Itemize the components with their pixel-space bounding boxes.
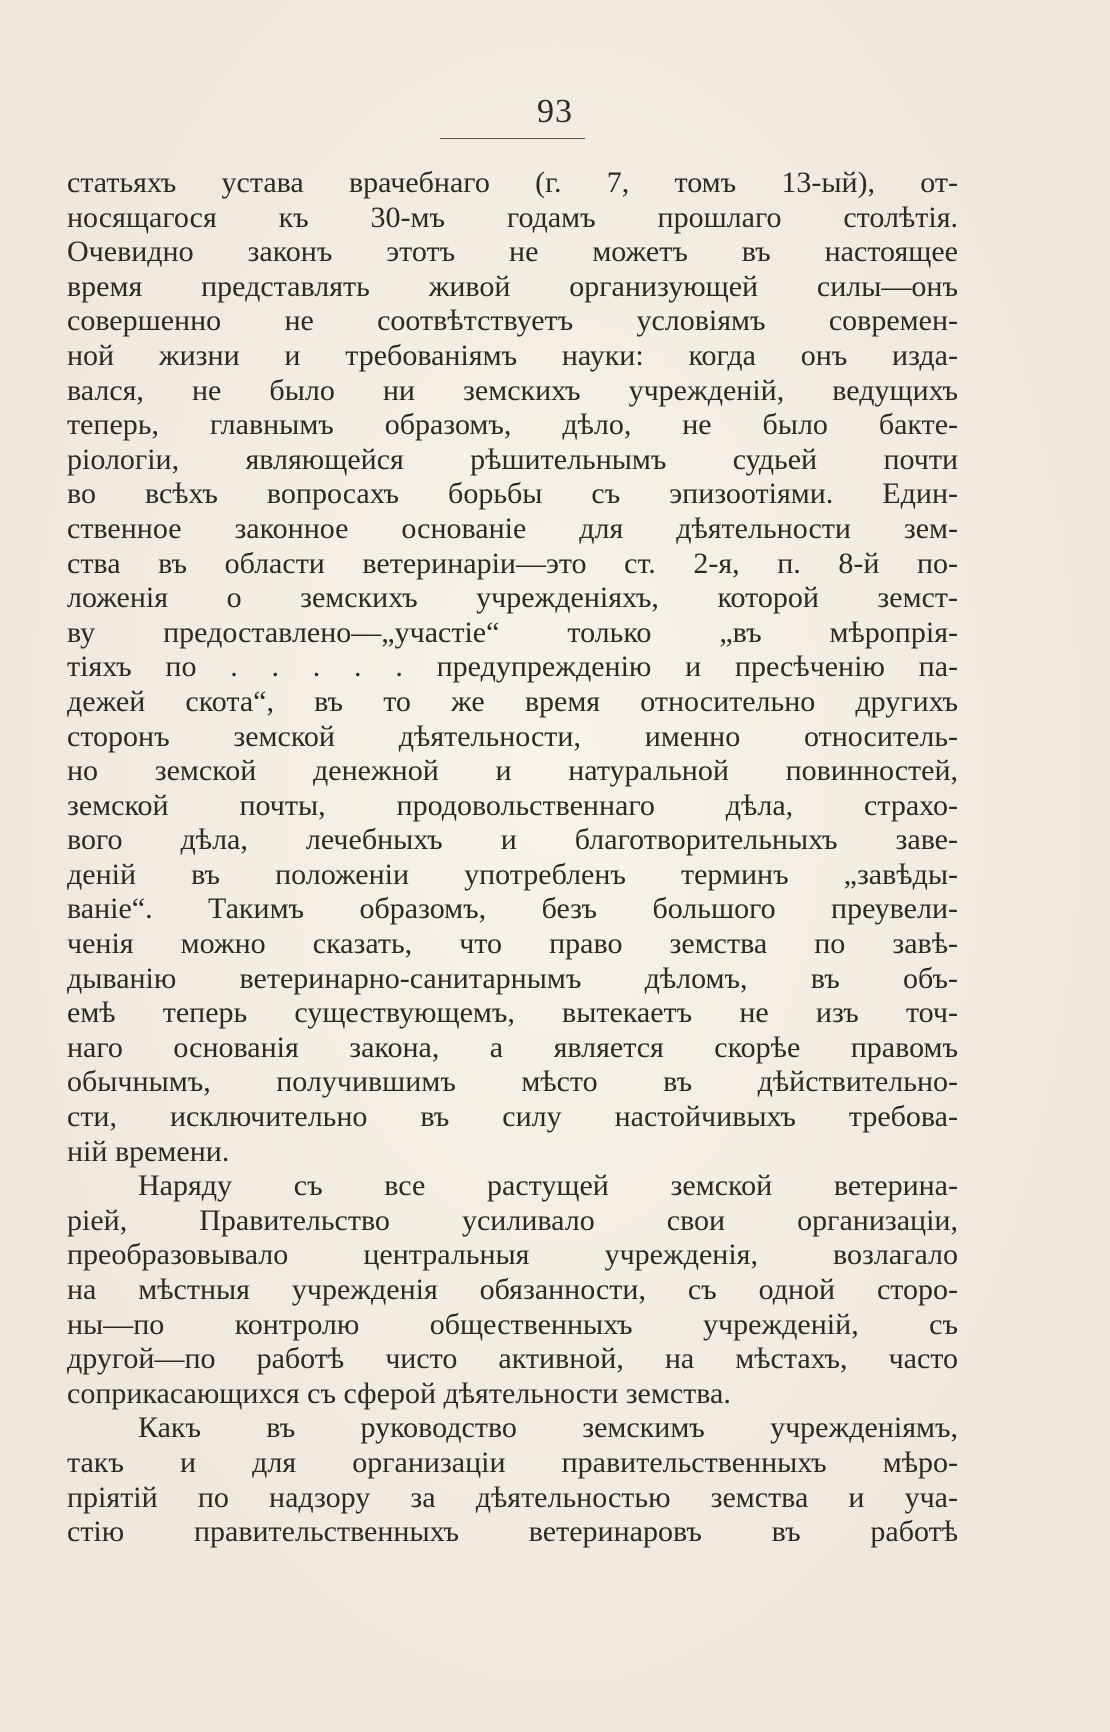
text-line: сторонъ земской дѣятельности, именно относитель- [67, 719, 958, 753]
text-line: ріологіи, являющейся рѣшительнымъ судьей почти [67, 442, 958, 476]
text-line: ріей, Правительство усиливало свои организаціи, [67, 1203, 958, 1237]
page-number: 93 [537, 93, 573, 130]
text-line: деній въ положеніи употребленъ терминъ „завѣды- [67, 857, 958, 891]
text-line: ной жизни и требованіямъ науки: когда онъ изда- [67, 338, 958, 372]
text-line: совершенно не соотвѣтствуетъ условіямъ современ- [67, 304, 958, 338]
text-line: ченія можно сказать, что право земства по завѣ- [67, 927, 958, 961]
text-line: дыванію ветеринарно-санитарнымъ дѣломъ, въ объ- [67, 961, 958, 995]
text-line: преобразовывало центральныя учрежденія, возлагало [67, 1238, 958, 1272]
text-line: на мѣстныя учрежденія обязанности, съ одной сторо- [67, 1273, 958, 1306]
text-line: Наряду съ все растущей земской ветерина- [138, 1169, 958, 1203]
text-line: ложенія о земскихъ учрежденіяхъ, которой земст- [67, 581, 958, 615]
header-rule [440, 138, 585, 139]
text-line: другой—по работѣ чисто активной, на мѣстахъ, часто [67, 1342, 958, 1376]
text-line: соприкасающихся съ сферой дѣятельности земства. [67, 1376, 731, 1410]
text-line: ства въ области ветеринаріи—это ст. 2-я, п. 8-й по- [67, 546, 958, 580]
text-line: сти, исключительно въ силу настойчивыхъ требова- [67, 1100, 958, 1134]
text-line: стію правительственныхъ ветеринаровъ въ работѣ [67, 1515, 958, 1549]
text-line: пріятій по надзору за дѣятельностью земства и уча- [67, 1480, 958, 1514]
text-line: во всѣхъ вопросахъ борьбы съ эпизоотіями. Един- [67, 477, 958, 511]
text-line: Очевидно законъ этотъ не можетъ въ настоящее [67, 235, 958, 269]
text-line: вого дѣла, лечебныхъ и благотворительныхъ заве- [67, 823, 958, 857]
text-line: емѣ теперь существующемъ, вытекаетъ не изъ точ- [67, 996, 958, 1030]
text-line: ній времени. [67, 1134, 230, 1168]
text-line: ны—по контролю общественныхъ учрежденій, съ [67, 1307, 958, 1341]
text-line: наго основанія закона, а является скорѣе правомъ [67, 1030, 958, 1064]
text-line: теперь, главнымъ образомъ, дѣло, не было бакте- [67, 408, 958, 442]
text-line: носящагося къ 30-мъ годамъ прошлаго столѣтія. [67, 200, 958, 234]
body-text [67, 166, 958, 1550]
text-line: дежей скота“, въ то же время относительно другихъ [67, 684, 958, 718]
text-line: такъ и для организаціи правительственныхъ мѣро- [67, 1445, 958, 1479]
text-line: тіяхъ по . . . . . предупрежденію и пресѣченію па- [67, 650, 958, 684]
text-line: время представлять живой организующей силы—онъ [67, 269, 958, 303]
text-line: Какъ въ руководство земскимъ учрежденіямъ, [138, 1411, 958, 1445]
text-line: вался, не было ни земскихъ учрежденій, ведущихъ [67, 373, 958, 407]
text-line: ву предоставлено—„участіе“ только „въ мѣропрія- [67, 615, 958, 649]
text-line: но земской денежной и натуральной повинностей, [67, 754, 958, 788]
text-line: ваніе“. Такимъ образомъ, безъ большого преувели- [67, 892, 958, 926]
text-line: статьяхъ устава врачебнаго (г. 7, томъ 13-ый), от- [67, 166, 958, 199]
text-line: обычнымъ, получившимъ мѣсто въ дѣйствительно- [67, 1065, 958, 1099]
text-line: земской почты, продовольственнаго дѣла, страхо- [67, 788, 958, 822]
text-line: ственное законное основаніе для дѣятельности зем- [67, 511, 958, 545]
